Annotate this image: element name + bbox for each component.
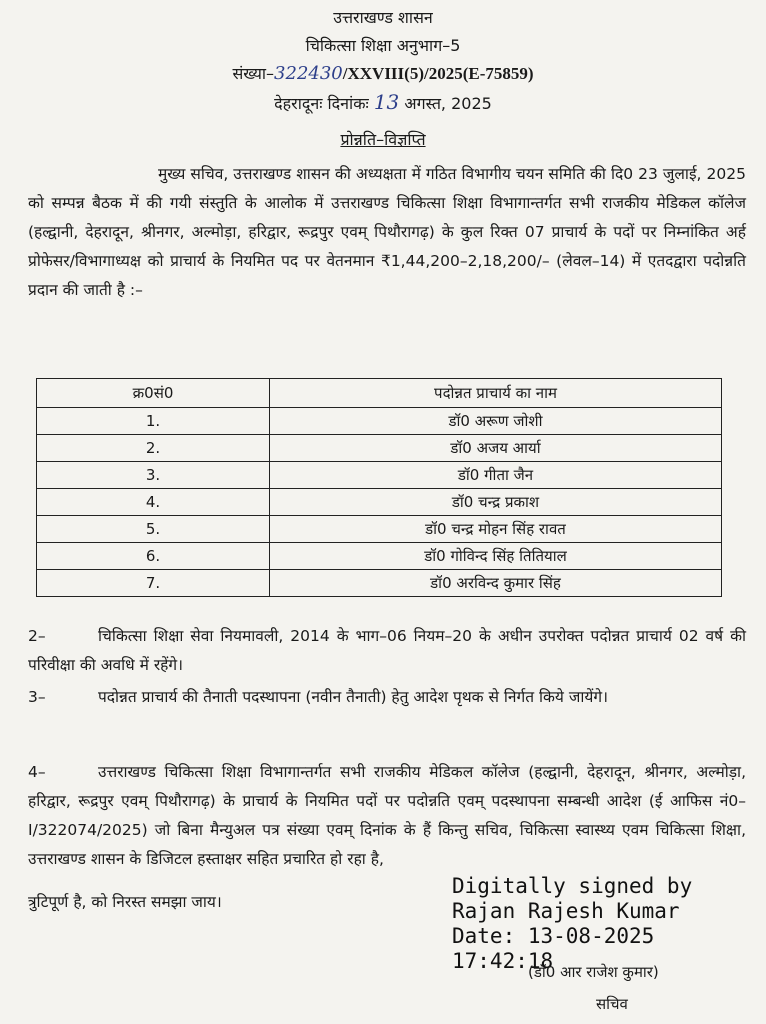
paragraph-4-last-line: त्रुटिपूर्ण है, को निरस्त समझा जाय। <box>28 893 222 911</box>
table-row <box>37 462 722 489</box>
signature-date: Date: 13-08-2025 <box>452 924 655 948</box>
signature-name: Rajan Rajesh Kumar <box>452 899 680 923</box>
notice-title: प्रोन्नति–विज्ञप्ति <box>340 130 426 149</box>
table-row <box>37 516 722 543</box>
column-header-name: पदोन्नत प्राचार्य का नाम <box>270 379 722 408</box>
name-cell: डॉ0 गोविन्द सिंह तितियाल <box>270 543 722 570</box>
column-header-serial: क्र0सं0 <box>37 379 270 408</box>
digital-signature-block <box>452 874 752 974</box>
section-name: चिकित्सा शिक्षा अनुभाग–5 <box>305 36 461 55</box>
signature-time: 17:42:18 <box>452 949 554 973</box>
name-cell: डॉ0 चन्द्र मोहन सिंह रावत <box>270 516 722 543</box>
signature-line: Digitally signed by <box>452 874 693 898</box>
paragraph-number: 2– <box>28 627 46 645</box>
table-row <box>37 435 722 462</box>
name-cell: डॉ0 चन्द्र प्रकाश <box>270 489 722 516</box>
table-row <box>37 408 722 435</box>
ref-prefix: संख्या– <box>232 64 275 83</box>
date-handwritten-day: 13 <box>373 90 400 114</box>
paragraph-3 <box>28 683 746 712</box>
name-cell: डॉ0 गीता जैन <box>270 462 722 489</box>
signer-name: (डॉ0 आर राजेश कुमार) <box>528 963 659 981</box>
paragraph-1: मुख्य सचिव, उत्तराखण्ड शासन की अध्यक्षता में गठित विभागीय चयन समिति की दि0 23 जुलाई, 2025 को सम्पन्न बैठक में की गयी संस्तुति के आलोक में उत्तराखण्ड चिकित्सा शिक्षा विभागान्तर्गत सभी राजकीय मेडिकल कॉलेज (हल्द्वानी, देहरादून, श्रीनगर, अल्मोड़ा, हरिद्वार, रूद्रपुर एवम् पिथौरागढ़) के कुल रिक्त 07 प्राचार्य के पदों पर निम्नांकित अर्ह प्रोफेसर/विभागाध्यक्ष को प्राचार्य के नियमित पद पर वेतनमान ₹1,44,200–2,18,200/– (लेवल–14) में एतदद्वारा पदोन्नति प्रदान की जाती है :– <box>28 165 746 299</box>
date-line <box>0 90 766 114</box>
date-prefix: देहरादूनः दिनांकः <box>274 94 369 113</box>
name-cell: डॉ0 अरूण जोशी <box>270 408 722 435</box>
table-row <box>37 543 722 570</box>
serial-cell: 3. <box>37 462 270 489</box>
table-header-row <box>37 379 722 408</box>
name-cell: डॉ0 अरविन्द कुमार सिंह <box>270 570 722 597</box>
date-suffix: अगस्त, 2025 <box>404 94 492 113</box>
promotion-table <box>36 378 722 597</box>
serial-cell: 2. <box>37 435 270 462</box>
serial-cell: 7. <box>37 570 270 597</box>
government-name: उत्तराखण्ड शासन <box>333 8 433 27</box>
serial-cell: 5. <box>37 516 270 543</box>
table-row <box>37 570 722 597</box>
serial-cell: 6. <box>37 543 270 570</box>
paragraph-text: उत्तराखण्ड चिकित्सा शिक्षा विभागान्तर्गत सभी राजकीय मेडिकल कॉलेज (हल्द्वानी, देहरादून, श्रीनगर, अल्मोड़ा, हरिद्वार, रूद्रपुर एवम् पिथौरागढ़) के प्राचार्य के नियमित पदों पर पदोन्नति एवम् पदस्थापना सम्बन्धी आदेश (ई आफिस नं0–I/322074/2025) जो बिना मैन्युअल पत्र संख्या एवम् दिनांक के हैं किन्तु सचिव, चिकित्सा स्वास्थ्य एवम चिकित्सा शिक्षा, उत्तराखण्ड शासन के डिजिटल हस्ताक्षर सहित प्रचारित हो रहा है, <box>28 763 746 868</box>
ref-suffix: /XXVIII(5)/2025(E-75859) <box>342 64 534 83</box>
reference-number <box>0 62 766 84</box>
paragraph-number: 4– <box>28 763 46 781</box>
signer-designation: सचिव <box>596 995 628 1013</box>
table-row <box>37 489 722 516</box>
serial-cell: 4. <box>37 489 270 516</box>
paragraph-text: पदोन्नत प्राचार्य की तैनाती पदस्थापना (नवीन तैनाती) हेतु आदेश पृथक से निर्गत किये जायेंगे। <box>98 688 608 706</box>
paragraph-text: चिकित्सा शिक्षा सेवा नियमावली, 2014 के भाग–06 नियम–20 के अधीन उपरोक्त पदोन्नत प्राचार्य 02 वर्ष की परिवीक्षा की अवधि में रहेंगे। <box>28 627 746 674</box>
paragraph-2 <box>28 622 746 680</box>
serial-cell: 1. <box>37 408 270 435</box>
name-cell: डॉ0 अजय आर्या <box>270 435 722 462</box>
paragraph-4 <box>28 758 746 874</box>
ref-handwritten-number: 322430 <box>274 63 343 84</box>
paragraph-number: 3– <box>28 688 46 706</box>
